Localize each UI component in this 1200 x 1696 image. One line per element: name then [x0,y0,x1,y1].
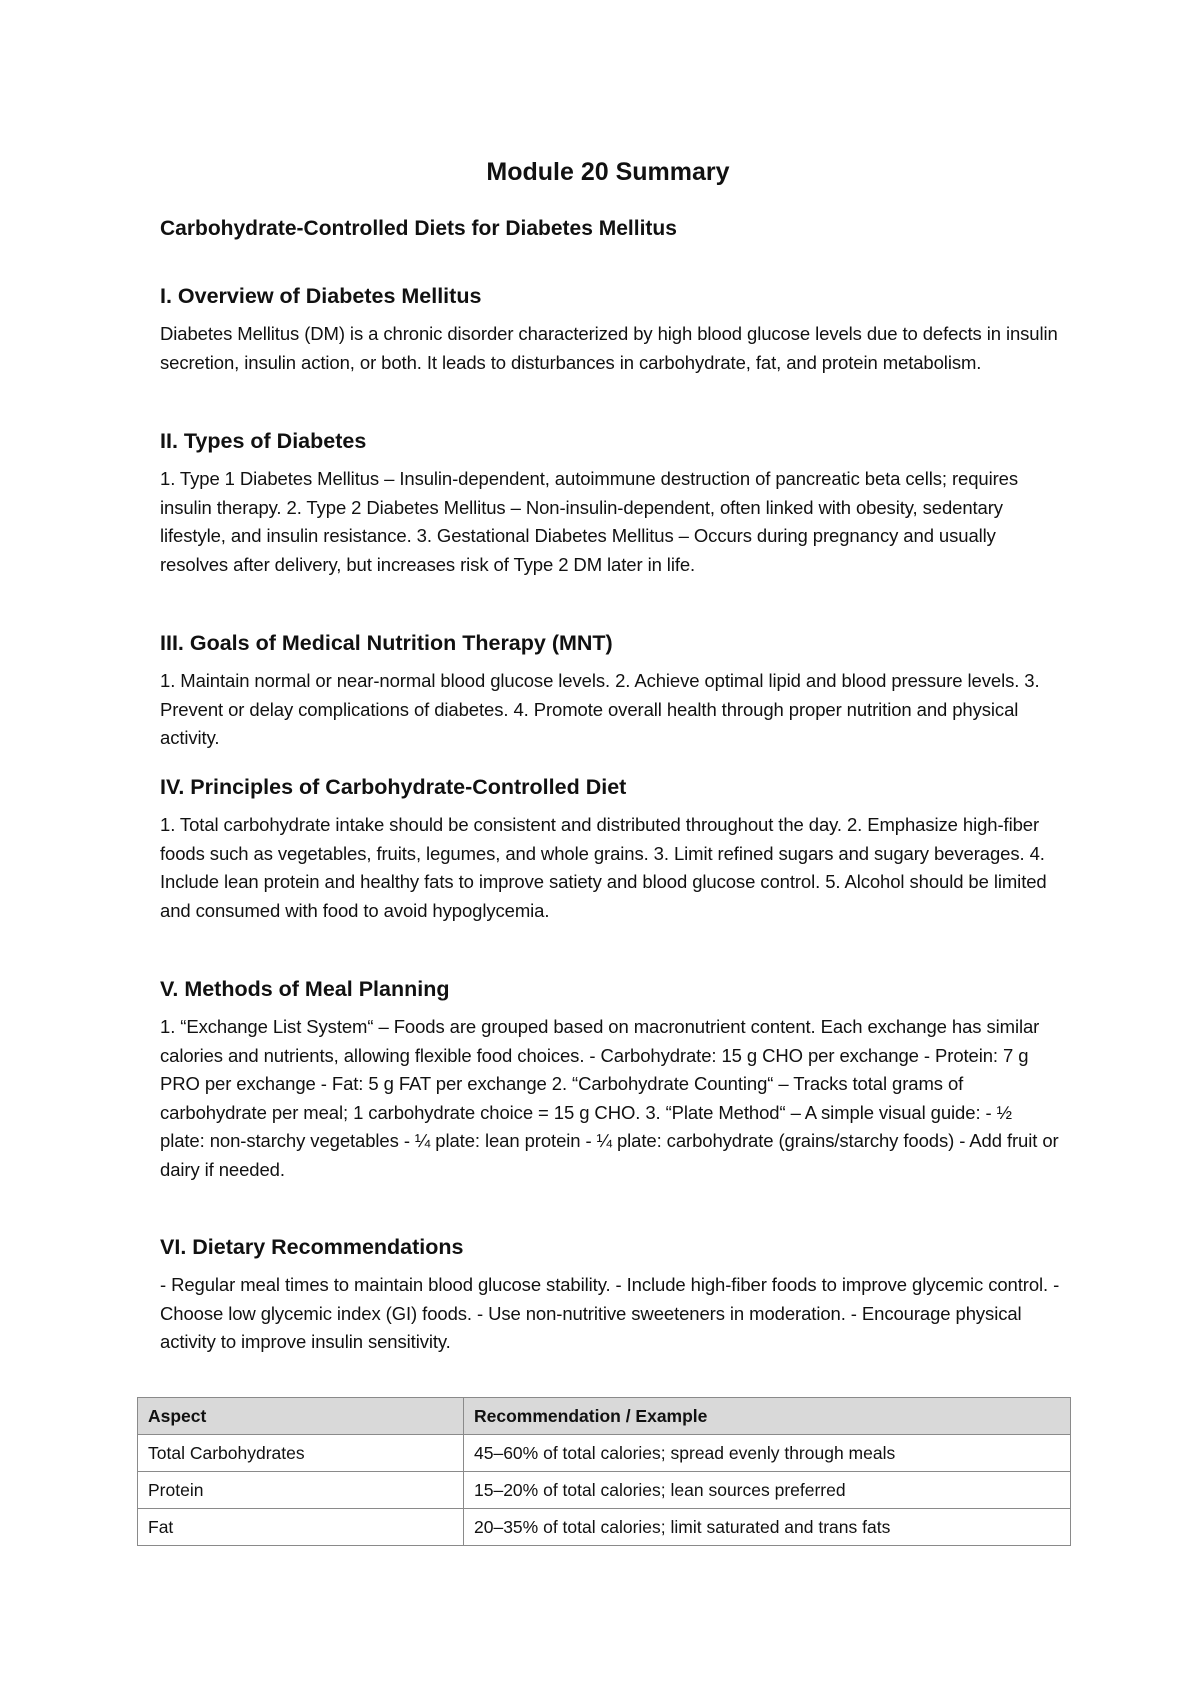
table-cell: Protein [138,1472,464,1509]
table-header-aspect: Aspect [138,1398,464,1435]
table-row [138,1472,1071,1509]
section-body: Diabetes Mellitus (DM) is a chronic disorder characterized by high blood glucose levels due to defects in insulin secretion, insulin action, or both. It leads to disturbances in carbohydrate, fat, and protein metabolism. [160,323,1058,373]
section-body: 1. Maintain normal or near-normal blood glucose levels. 2. Achieve optimal lipid and blood pressure levels. 3. Prevent or delay complications of diabetes. 4. Promote overall health through proper nutrition and physical activity. [160,670,1040,749]
page-title: Module 20 Summary [486,158,730,186]
section-heading: II. Types of Diabetes [160,429,367,453]
summary-table [137,1397,1071,1546]
table-cell: 20–35% of total calories; limit saturated and trans fats [464,1509,1071,1546]
table-row [138,1509,1071,1546]
table-row [138,1435,1071,1472]
section-heading: V. Methods of Meal Planning [160,977,450,1001]
page-subtitle: Carbohydrate-Controlled Diets for Diabetes Mellitus [160,217,677,240]
section-body: 1. “Exchange List System“ – Foods are grouped based on macronutrient content. Each exchange has similar calories and nutrients, allowing flexible food choices. - Carbohydrate: 15 g CHO per exchange - Protein: 7 g PRO per exchange - Fat: 5 g FAT per exchange 2. “Carbohydrate Counting“ – Tracks total grams of carbohydrate per meal; 1 carbohydrate choice = 15 g CHO. 3. “Plate Method“ – A simple visual guide: - ½ plate: non-starchy vegetables - ¼ plate: lean protein - ¼ plate: carbohydrate (grains/starchy foods) - Add fruit or dairy if needed. [160,1016,1059,1180]
table-header-recommendation: Recommendation / Example [464,1398,1071,1435]
section-heading: I. Overview of Diabetes Mellitus [160,284,482,308]
section-types [160,427,1060,579]
section-body: 1. Total carbohydrate intake should be consistent and distributed throughout the day. 2. Emphasize high-fiber foods such as vegetables, fruits, legumes, and whole grains. 3. Limit refined sugars and sugary beverages. 4. Include lean protein and healthy fats to improve satiety and blood glucose control. 5. Alcohol should be limited and consumed with food to avoid hypoglycemia. [160,814,1047,921]
section-goals [160,629,1060,753]
section-body: 1. Type 1 Diabetes Mellitus – Insulin-dependent, autoimmune destruction of pancreatic beta cells; requires insulin therapy. 2. Type 2 Diabetes Mellitus – Non-insulin-dependent, often linked with obesity, sedentary lifestyle, and insulin resistance. 3. Gestational Diabetes Mellitus – Occurs during pregnancy and usually resolves after delivery, but increases risk of Type 2 DM later in life. [160,468,1019,575]
section-heading: VI. Dietary Recommendations [160,1235,464,1259]
section-body: - Regular meal times to maintain blood glucose stability. - Include high-fiber foods to improve glycemic control. - Choose low glycemic index (GI) foods. - Use non-nutritive sweeteners in moderation. - Encourage physical activity to improve insulin sensitivity. [160,1274,1060,1353]
table-cell: Fat [138,1509,464,1546]
table-cell: 45–60% of total calories; spread evenly through meals [464,1435,1071,1472]
table-cell: 15–20% of total calories; lean sources preferred [464,1472,1071,1509]
table-header-row [138,1398,1071,1435]
table-cell: Total Carbohydrates [138,1435,464,1472]
section-heading: III. Goals of Medical Nutrition Therapy (MNT) [160,631,613,655]
section-recommendations [160,1233,1060,1357]
section-meal-planning [160,975,1060,1185]
section-heading: IV. Principles of Carbohydrate-Controlled Diet [160,775,627,799]
section-principles [160,773,1060,925]
section-overview [160,282,1060,377]
